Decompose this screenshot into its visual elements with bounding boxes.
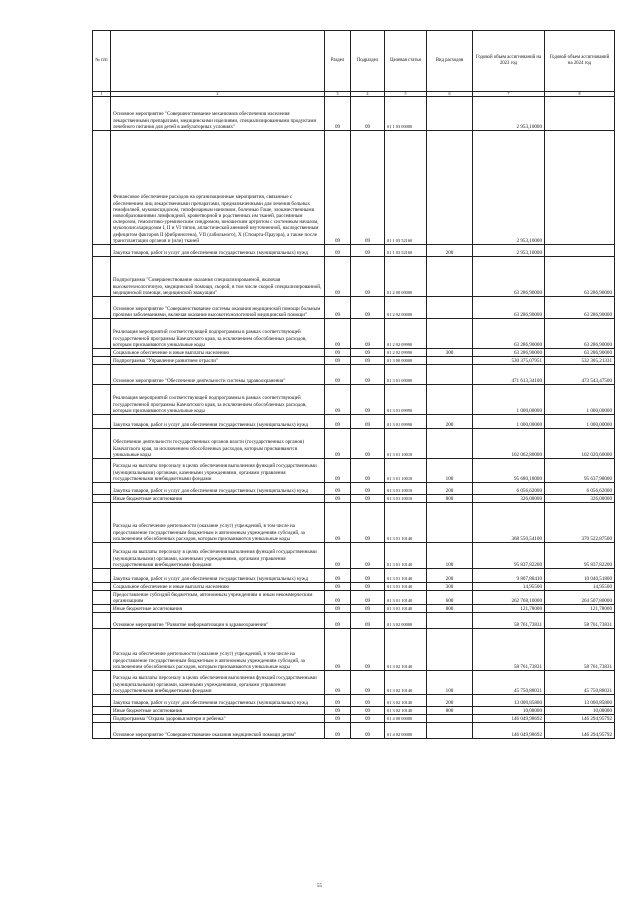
row-razdel: 09	[325, 503, 351, 543]
row-number	[93, 629, 111, 671]
table-row	[93, 671, 615, 695]
row-expense-type: 200	[427, 569, 473, 583]
row-target-article: 01 3 01 10140	[385, 503, 427, 543]
row-amount-2024	[545, 131, 615, 245]
row-number	[93, 365, 111, 385]
row-name: Расходы на выплаты персоналу в целях обеспечения выполнения функций государственными (муниципальными) органами, казенными учреждениями, органами управления государственными внебюджетными фондами	[111, 459, 325, 483]
row-amount-2023: 471 613,34100	[473, 365, 545, 385]
row-amount-2024: 1 000,00000	[545, 385, 615, 415]
row-amount-2023: 2 953,10000	[473, 245, 545, 257]
table-row	[93, 257, 615, 297]
row-amount-2024: 95 837,82200	[545, 543, 615, 569]
row-podrazdel: 09	[351, 591, 385, 605]
row-target-article: 01 4 00 00000	[385, 715, 427, 723]
row-target-article: 01 3 02 10140	[385, 629, 427, 671]
row-razdel: 09	[325, 357, 351, 365]
row-razdel: 09	[325, 695, 351, 707]
row-name: Реализация мероприятий соответствующей подпрограммы в рамках соответствующей государственной программы Камчатского края, за исключением обособленных расходов, которым присваиваются уникальные коды	[111, 385, 325, 415]
row-target-article: 01 1 03 52160	[385, 131, 427, 245]
row-amount-2023: 530 375,07951	[473, 357, 545, 365]
row-number	[93, 503, 111, 543]
row-number	[93, 583, 111, 591]
table-row	[93, 297, 615, 319]
table-row	[93, 605, 615, 613]
row-name: Подпрограмма "Управление развитием отрасли"	[111, 357, 325, 365]
row-expense-type: 600	[427, 591, 473, 605]
row-target-article: 01 3 02 10140	[385, 695, 427, 707]
row-razdel: 09	[325, 543, 351, 569]
table-row	[93, 629, 615, 671]
row-number	[93, 605, 111, 613]
row-expense-type	[427, 257, 473, 297]
row-target-article: 01 3 01 10140	[385, 569, 427, 583]
row-number	[93, 319, 111, 349]
row-amount-2023: 368 550,54100	[473, 503, 545, 543]
row-expense-type	[427, 297, 473, 319]
row-target-article: 01 3 00 00000	[385, 357, 427, 365]
row-amount-2023: 1 000,00000	[473, 415, 545, 429]
row-number	[93, 385, 111, 415]
table-row	[93, 349, 615, 357]
table-row	[93, 97, 615, 131]
row-razdel: 09	[325, 415, 351, 429]
row-target-article: 01 4 02 00000	[385, 723, 427, 739]
row-amount-2024: 370 522,87500	[545, 503, 615, 543]
row-podrazdel: 09	[351, 629, 385, 671]
row-name: Расходы на выплаты персоналу в целях обеспечения выполнения функций государственными (муниципальными) органами, казенными учреждениями, органами управления государственными внебюджетными фондами	[111, 671, 325, 695]
row-number	[93, 723, 111, 739]
table-row	[93, 429, 615, 459]
row-number	[93, 97, 111, 131]
row-expense-type	[427, 629, 473, 671]
row-number	[93, 591, 111, 605]
row-number	[93, 429, 111, 459]
row-amount-2024: 13 000,85800	[545, 695, 615, 707]
row-amount-2024: 10,00000	[545, 707, 615, 715]
column-header: № п/п	[93, 31, 111, 92]
row-razdel: 09	[325, 707, 351, 715]
row-number	[93, 245, 111, 257]
row-name: Предоставление субсидий бюджетным, автономным учреждениям и иным некоммерческим организациям	[111, 591, 325, 605]
row-name: Иные бюджетные ассигнования	[111, 707, 325, 715]
row-razdel: 09	[325, 613, 351, 629]
row-amount-2023: 45 750,88031	[473, 671, 545, 695]
column-header: Подраздел	[351, 31, 385, 92]
row-target-article: 01 3 01 10140	[385, 605, 427, 613]
row-amount-2023: 58 761,73831	[473, 629, 545, 671]
row-podrazdel: 09	[351, 245, 385, 257]
column-number: 6	[427, 92, 473, 97]
row-amount-2023: 121,78000	[473, 605, 545, 613]
row-amount-2024: 264 507,80000	[545, 591, 615, 605]
row-expense-type	[427, 429, 473, 459]
row-number	[93, 543, 111, 569]
row-name: Подпрограмма "Охрана здоровья матери и ребенка"	[111, 715, 325, 723]
row-amount-2024: 14,95500	[545, 583, 615, 591]
row-target-article: 01 3 02 10140	[385, 707, 427, 715]
column-number: 1	[93, 92, 111, 97]
row-number	[93, 495, 111, 503]
row-podrazdel: 09	[351, 495, 385, 503]
table-row	[93, 385, 615, 415]
row-razdel: 09	[325, 671, 351, 695]
row-target-article: 01 3 01 00000	[385, 365, 427, 385]
row-podrazdel: 09	[351, 357, 385, 365]
table-row	[93, 495, 615, 503]
table-row	[93, 357, 615, 365]
row-expense-type	[427, 357, 473, 365]
row-podrazdel: 09	[351, 319, 385, 349]
row-expense-type: 100	[427, 671, 473, 695]
row-number	[93, 715, 111, 723]
row-amount-2024: 146 294,95792	[545, 723, 615, 739]
row-target-article: 01 1 03 00000	[385, 97, 427, 131]
row-name: Обеспечение деятельности государственных органов власти (государственных органов) Камчатского края, за исключением обособленных расходов, которым присваиваются уникальные коды	[111, 429, 325, 459]
row-razdel: 09	[325, 483, 351, 495]
row-number	[93, 297, 111, 319]
row-target-article: 01 3 01 10010	[385, 483, 427, 495]
row-razdel: 09	[325, 297, 351, 319]
row-amount-2024: 58 761,73831	[545, 613, 615, 629]
row-expense-type: 100	[427, 459, 473, 483]
row-razdel: 09	[325, 319, 351, 349]
column-number: 3	[325, 92, 351, 97]
table-row	[93, 459, 615, 483]
row-expense-type: 800	[427, 707, 473, 715]
row-number	[93, 131, 111, 245]
row-podrazdel: 09	[351, 613, 385, 629]
row-podrazdel: 09	[351, 459, 385, 483]
row-amount-2024: 102 020,60000	[545, 429, 615, 459]
row-name: Подпрограмма "Совершенствование оказания специализированной, включая высокотехнологичную, медицинской помощи, скорой, в том числе скорой специализированной, медицинской помощи, медицинской эвакуации"	[111, 257, 325, 297]
row-name: Основное мероприятие "Совершенствование оказания медицинской помощи детям"	[111, 723, 325, 739]
row-podrazdel: 09	[351, 97, 385, 131]
row-target-article: 01 3 01 10140	[385, 543, 427, 569]
row-razdel: 09	[325, 385, 351, 415]
row-podrazdel: 09	[351, 543, 385, 569]
row-amount-2023: 9 807,88410	[473, 569, 545, 583]
table-row	[93, 569, 615, 583]
row-amount-2023: 2 953,10000	[473, 97, 545, 131]
column-header: Годовой объем ассигнований на 2024 год	[545, 31, 615, 92]
row-expense-type	[427, 723, 473, 739]
row-amount-2024: 58 761,73831	[545, 629, 615, 671]
row-number	[93, 257, 111, 297]
row-expense-type: 200	[427, 415, 473, 429]
row-target-article: 01 3 01 09990	[385, 385, 427, 415]
row-amount-2024	[545, 97, 615, 131]
row-target-article: 01 3 01 10140	[385, 583, 427, 591]
row-podrazdel: 09	[351, 671, 385, 695]
row-amount-2023: 63 286,90000	[473, 297, 545, 319]
row-expense-type	[427, 715, 473, 723]
row-razdel: 09	[325, 629, 351, 671]
row-razdel: 09	[325, 429, 351, 459]
row-number	[93, 483, 111, 495]
row-target-article: 01 2 02 00000	[385, 297, 427, 319]
row-name: Закупка товаров, работ и услуг для обеспечения государственных (муниципальных) нужд	[111, 415, 325, 429]
row-podrazdel: 09	[351, 503, 385, 543]
row-amount-2024: 63 286,90000	[545, 297, 615, 319]
row-expense-type	[427, 131, 473, 245]
row-amount-2024	[545, 245, 615, 257]
row-name: Закупка товаров, работ и услуг для обеспечения государственных (муниципальных) нужд	[111, 695, 325, 707]
table-row	[93, 583, 615, 591]
row-razdel: 09	[325, 583, 351, 591]
row-target-article: 01 2 02 09990	[385, 319, 427, 349]
table-row	[93, 483, 615, 495]
row-name: Расходы на обеспечение деятельности (оказание услуг) учреждений, в том числе на предоставление государственным бюджетным и автономным учреждениям субсидий, за исключением обособленных расходов, которым присваиваются уникальные коды	[111, 503, 325, 543]
row-name: Реализация мероприятий соответствующей подпрограммы в рамках соответствующей государственной программы Камчатского края, за исключением обособленных расходов, которым присваиваются уникальные коды	[111, 319, 325, 349]
row-name: Основное мероприятие "Обеспечение деятельности системы здравоохранения"	[111, 365, 325, 385]
row-amount-2023: 63 286,90000	[473, 319, 545, 349]
column-number: 2	[111, 92, 325, 97]
row-name: Закупка товаров, работ и услуг для обеспечения государственных (муниципальных) нужд	[111, 569, 325, 583]
page-number: 55	[317, 884, 322, 889]
row-target-article: 01 1 03 52160	[385, 245, 427, 257]
row-expense-type: 100	[427, 543, 473, 569]
row-number	[93, 459, 111, 483]
row-amount-2023: 6 056,62000	[473, 483, 545, 495]
row-expense-type	[427, 613, 473, 629]
row-amount-2023: 146 049,98692	[473, 723, 545, 739]
row-amount-2023: 262 768,10000	[473, 591, 545, 605]
table-row	[93, 695, 615, 707]
row-podrazdel: 09	[351, 707, 385, 715]
row-name: Расходы на выплаты персоналу в целях обеспечения выполнения функций государственными (муниципальными) органами, казенными учреждениями, органами управления государственными внебюджетными фондами	[111, 543, 325, 569]
row-target-article: 01 3 01 10010	[385, 495, 427, 503]
table-row	[93, 503, 615, 543]
row-amount-2023: 14,95500	[473, 583, 545, 591]
row-podrazdel: 09	[351, 483, 385, 495]
row-podrazdel: 09	[351, 257, 385, 297]
row-amount-2023: 326,00000	[473, 495, 545, 503]
row-amount-2023: 13 000,85800	[473, 695, 545, 707]
row-expense-type	[427, 385, 473, 415]
table-row	[93, 131, 615, 245]
row-razdel: 09	[325, 459, 351, 483]
row-podrazdel: 09	[351, 349, 385, 357]
row-amount-2024: 146 294,95792	[545, 715, 615, 723]
row-number	[93, 357, 111, 365]
row-amount-2024: 63 286,90000	[545, 257, 615, 297]
row-target-article: 01 3 02 00000	[385, 613, 427, 629]
row-razdel: 09	[325, 591, 351, 605]
row-razdel: 09	[325, 365, 351, 385]
row-number	[93, 695, 111, 707]
row-amount-2024: 45 750,88031	[545, 671, 615, 695]
row-podrazdel: 09	[351, 415, 385, 429]
row-expense-type: 200	[427, 695, 473, 707]
row-expense-type: 300	[427, 583, 473, 591]
row-expense-type: 200	[427, 245, 473, 257]
row-amount-2024: 10 040,51800	[545, 569, 615, 583]
table-body	[93, 97, 615, 739]
row-razdel: 09	[325, 131, 351, 245]
row-amount-2024: 1 000,00000	[545, 415, 615, 429]
row-razdel: 09	[325, 715, 351, 723]
row-name: Финансовое обеспечение расходов на организационные мероприятия, связанные с обеспечением лиц лекарственными препаратами, предназначенными для лечения больных гемофилией, муковисцидозом, гипофизарным нанизмом, болезнью Гоше, злокачественными новообразованиями лимфоидной, кроветворной и родственных им тканей, рассеянным склерозом, гемолитико-уремическим синдромом, юношеским артритом с системным началом, мукополисахаридозом I, II и VI типов, апластической анемией неуточненной, наследственным дефицитом факторов II (фибриногена), VII (лабильного), X (Стюарта-Прауэра), а также после трансплантации органов и (или) тканей	[111, 131, 325, 245]
table-row	[93, 707, 615, 715]
row-podrazdel: 09	[351, 715, 385, 723]
row-name: Основное мероприятие "Развитие информатизации в здравоохранении"	[111, 613, 325, 629]
row-expense-type	[427, 365, 473, 385]
row-podrazdel: 09	[351, 429, 385, 459]
table-row	[93, 543, 615, 569]
table-row	[93, 245, 615, 257]
row-name: Социальное обеспечение и иные выплаты населению	[111, 583, 325, 591]
row-target-article: 01 3 01 10010	[385, 429, 427, 459]
row-expense-type: 800	[427, 495, 473, 503]
row-target-article: 01 2 02 09990	[385, 349, 427, 357]
column-header: Вид расходов	[427, 31, 473, 92]
row-number	[93, 707, 111, 715]
row-podrazdel: 09	[351, 569, 385, 583]
row-razdel: 09	[325, 349, 351, 357]
column-header: Целевая статья	[385, 31, 427, 92]
row-amount-2024: 326,00000	[545, 495, 615, 503]
row-razdel: 09	[325, 257, 351, 297]
row-name: Иные бюджетные ассигнования	[111, 495, 325, 503]
row-amount-2023: 10,00000	[473, 707, 545, 715]
row-podrazdel: 09	[351, 605, 385, 613]
row-name: Социальное обеспечение и иные выплаты населению	[111, 349, 325, 357]
row-podrazdel: 09	[351, 385, 385, 415]
row-expense-type	[427, 319, 473, 349]
row-number	[93, 415, 111, 429]
row-amount-2024: 473 543,47500	[545, 365, 615, 385]
row-podrazdel: 09	[351, 297, 385, 319]
row-podrazdel: 09	[351, 695, 385, 707]
budget-table	[92, 30, 615, 739]
row-amount-2023: 2 953,10000	[473, 131, 545, 245]
row-amount-2024: 6 056,62000	[545, 483, 615, 495]
row-amount-2023: 58 761,73831	[473, 613, 545, 629]
row-number	[93, 569, 111, 583]
row-podrazdel: 09	[351, 583, 385, 591]
row-amount-2024: 63 286,90000	[545, 349, 615, 357]
table-row	[93, 415, 615, 429]
row-amount-2024: 121,78000	[545, 605, 615, 613]
row-amount-2023: 95 837,82200	[473, 543, 545, 569]
column-number: 7	[473, 92, 545, 97]
row-razdel: 09	[325, 605, 351, 613]
row-expense-type: 200	[427, 483, 473, 495]
row-target-article: 01 3 01 09990	[385, 415, 427, 429]
row-name: Иные бюджетные ассигнования	[111, 605, 325, 613]
row-amount-2023: 102 062,80000	[473, 429, 545, 459]
row-podrazdel: 09	[351, 131, 385, 245]
row-name: Закупка товаров, работ и услуг для обеспечения государственных (муниципальных) нужд	[111, 245, 325, 257]
row-razdel: 09	[325, 245, 351, 257]
column-number: 5	[385, 92, 427, 97]
row-razdel: 09	[325, 723, 351, 739]
row-amount-2023: 95 680,18000	[473, 459, 545, 483]
row-expense-type	[427, 503, 473, 543]
row-amount-2024: 532 305,21331	[545, 357, 615, 365]
row-podrazdel: 09	[351, 365, 385, 385]
table-row	[93, 319, 615, 349]
row-expense-type: 300	[427, 349, 473, 357]
row-expense-type	[427, 97, 473, 131]
row-target-article: 01 3 01 10010	[385, 459, 427, 483]
table-row	[93, 715, 615, 723]
row-amount-2024: 95 637,98000	[545, 459, 615, 483]
row-razdel: 09	[325, 495, 351, 503]
table-row	[93, 365, 615, 385]
row-name: Расходы на обеспечение деятельности (оказание услуг) учреждений, в том числе на предоставление государственным бюджетным и автономным учреждениям субсидий, за исключением обособленных расходов, которым присваиваются уникальные коды	[111, 629, 325, 671]
table-row	[93, 723, 615, 739]
row-number	[93, 671, 111, 695]
row-amount-2023: 1 000,00000	[473, 385, 545, 415]
row-razdel: 09	[325, 569, 351, 583]
column-header: Раздел	[325, 31, 351, 92]
row-number	[93, 613, 111, 629]
row-amount-2023: 146 049,98692	[473, 715, 545, 723]
row-amount-2024: 63 286,90000	[545, 319, 615, 349]
table-header-row	[93, 31, 615, 92]
row-target-article: 01 3 01 10140	[385, 591, 427, 605]
row-amount-2023: 63 286,90000	[473, 257, 545, 297]
column-number: 4	[351, 92, 385, 97]
column-header	[111, 31, 325, 92]
row-number	[93, 349, 111, 357]
row-razdel: 09	[325, 97, 351, 131]
row-expense-type: 800	[427, 605, 473, 613]
column-header: Годовой объем ассигнований на 2023 год	[473, 31, 545, 92]
row-name: Основное мероприятие "Совершенствование системы оказания медицинской помощи больным прочими заболеваниями, включая оказание высокотехнологичной медицинской помощи"	[111, 297, 325, 319]
row-target-article: 01 3 02 10140	[385, 671, 427, 695]
table-row	[93, 613, 615, 629]
row-podrazdel: 09	[351, 723, 385, 739]
row-target-article: 01 2 00 00000	[385, 257, 427, 297]
row-amount-2023: 63 286,90000	[473, 349, 545, 357]
row-name: Основное мероприятие "Совершенствование механизмов обеспечения населения лекарственными препаратами, медицинскими изделиями, специализированными продуктами лечебного питания для детей в амбулаторных условиях"	[111, 97, 325, 131]
column-number: 8	[545, 92, 615, 97]
table-row	[93, 591, 615, 605]
row-name: Закупка товаров, работ и услуг для обеспечения государственных (муниципальных) нужд	[111, 483, 325, 495]
